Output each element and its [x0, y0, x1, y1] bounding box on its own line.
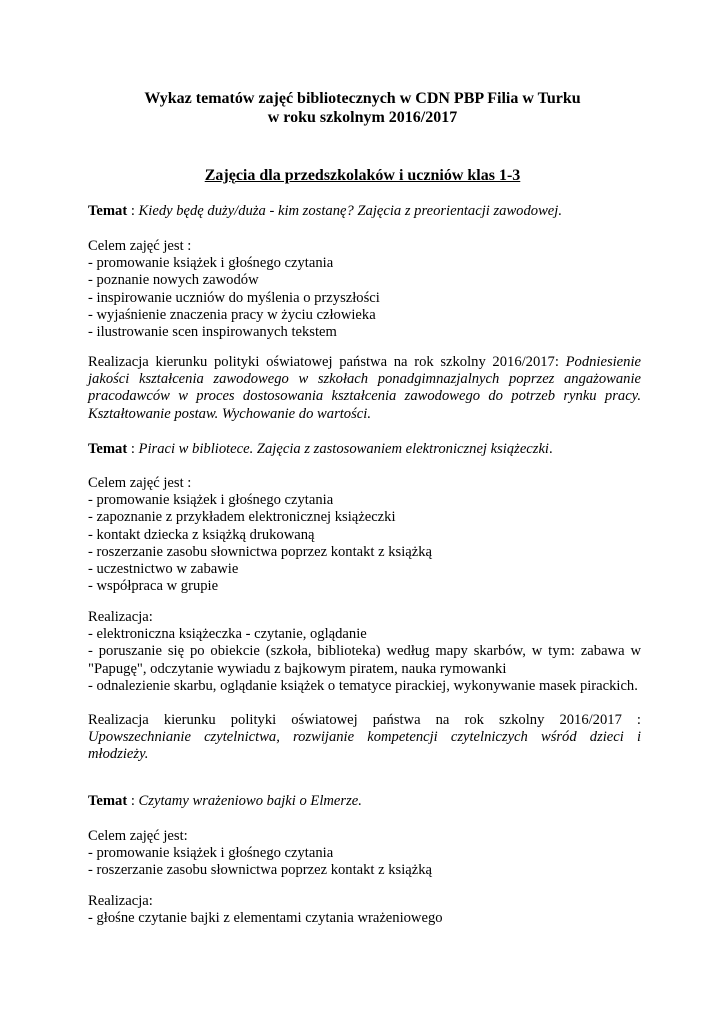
list-item: - poznanie nowych zawodów: [88, 272, 259, 289]
list-item: - wyjaśnienie znaczenia pracy w życiu człowieka: [88, 306, 376, 323]
policy-text: Podniesienie: [565, 354, 641, 370]
policy-line: [88, 371, 641, 388]
policy-line: [88, 388, 641, 405]
topic-1-heading: [88, 203, 641, 220]
list-item: - głośne czytanie bajki z elementami czytania wrażeniowego: [88, 910, 443, 927]
policy-line: [88, 746, 641, 763]
topic-1-policy: [88, 354, 641, 423]
topic-2-title-end: .: [549, 441, 553, 457]
topic-2: [88, 441, 641, 458]
realization-intro: Realizacja:: [88, 893, 153, 909]
topic-label: Temat: [88, 441, 128, 457]
topic-3-goals: [88, 828, 641, 880]
topic-separator: :: [127, 793, 139, 809]
list-item: - roszerzanie zasobu słownictwa poprzez kontakt z książką: [88, 543, 433, 560]
list-item: - roszerzanie zasobu słownictwa poprzez kontakt z książką: [88, 862, 433, 879]
list-item: "Papugę", odczytanie wywiadu z bajkowym piratem, nauka rymowanki: [88, 660, 507, 677]
document-title: Wykaz tematów zajęć bibliotecznych w CDN PBP Filia w Turku: [144, 90, 581, 107]
list-item: - promowanie książek i głośnego czytania: [88, 492, 334, 509]
topic-separator: :: [127, 203, 139, 219]
goals-intro: Celem zajęć jest :: [88, 475, 192, 491]
topic-3-title: Czytamy wrażeniowo bajki o Elmerze.: [138, 793, 362, 809]
list-item: - promowanie książek i głośnego czytania: [88, 845, 334, 862]
policy-text: Kształtowanie postaw. Wychowanie do wartości.: [88, 405, 371, 422]
list-item: - współpraca w grupie: [88, 578, 219, 595]
policy-line: Realizacja kierunku polityki oświatowej państwa na rok szkolny 2016/2017 :: [88, 712, 641, 728]
topic-label: Temat: [88, 203, 128, 219]
topic-2-title: Piraci w bibliotece. Zajęcia z zastosowaniem elektronicznej książeczki: [138, 441, 549, 457]
topic-3-heading: [88, 793, 641, 810]
section-heading: Zajęcia dla przedszkolaków i uczniów klas 1-3: [204, 167, 521, 184]
list-item: - inspirowanie uczniów do myślenia o przyszłości: [88, 289, 380, 306]
policy-text: pracodawców w proces dostosowania kształcenia zawodowego do potrzeb rynku pracy.: [88, 388, 641, 405]
goals-intro: Celem zajęć jest:: [88, 828, 188, 844]
policy-text: młodzieży.: [88, 746, 149, 763]
realization-intro: Realizacja:: [88, 609, 153, 625]
topic-2-policy: [88, 712, 641, 764]
policy-text: Upowszechnianie czytelnictwa, rozwijanie kompetencji czytelniczych wśród dzieci i: [88, 729, 641, 746]
topic-1-goals: [88, 238, 641, 341]
topic-3: [88, 793, 641, 810]
list-item: - uczestnictwo w zabawie: [88, 560, 239, 577]
policy-line: [88, 354, 641, 371]
topic-3-realization: [88, 893, 641, 927]
list-item: - odnalezienie skarbu, oglądanie książek o tematyce pirackiej, wykonywanie masek pirackich.: [88, 677, 638, 694]
topic-2-realization: [88, 609, 641, 695]
topic-1-title: Kiedy będę duży/duża - kim zostanę? Zajęcia z preorientacji zawodowej.: [138, 203, 562, 219]
list-item: - poruszanie się po obiekcie (szkoła, biblioteka) według mapy skarbów, w tym: zabawa w: [88, 643, 641, 660]
policy-prefix: Realizacja kierunku polityki oświatowej państwa na rok szkolny 2016/2017:: [88, 354, 559, 370]
list-item: - zapoznanie z przykładem elektronicznej książeczki: [88, 509, 396, 526]
policy-line: [88, 729, 641, 746]
policy-text: jakości kształcenia zawodowego w szkołach ponadgimnazjalnych poprzez angażowanie: [88, 371, 641, 388]
list-item: - kontakt dziecka z książką drukowaną: [88, 526, 315, 543]
topic-separator: :: [127, 441, 139, 457]
topic-2-goals: [88, 475, 641, 595]
list-item: - promowanie książek i głośnego czytania: [88, 255, 334, 272]
policy-line: [88, 406, 641, 423]
topic-1: [88, 203, 641, 220]
list-item: - ilustrowanie scen inspirowanych tekstem: [88, 323, 337, 340]
goals-intro: Celem zajęć jest :: [88, 238, 192, 254]
topic-2-heading: [88, 441, 641, 458]
topic-label: Temat: [88, 793, 128, 809]
document-title-year: w roku szkolnym 2016/2017: [267, 109, 458, 126]
list-item: - elektroniczna książeczka - czytanie, oglądanie: [88, 626, 367, 643]
